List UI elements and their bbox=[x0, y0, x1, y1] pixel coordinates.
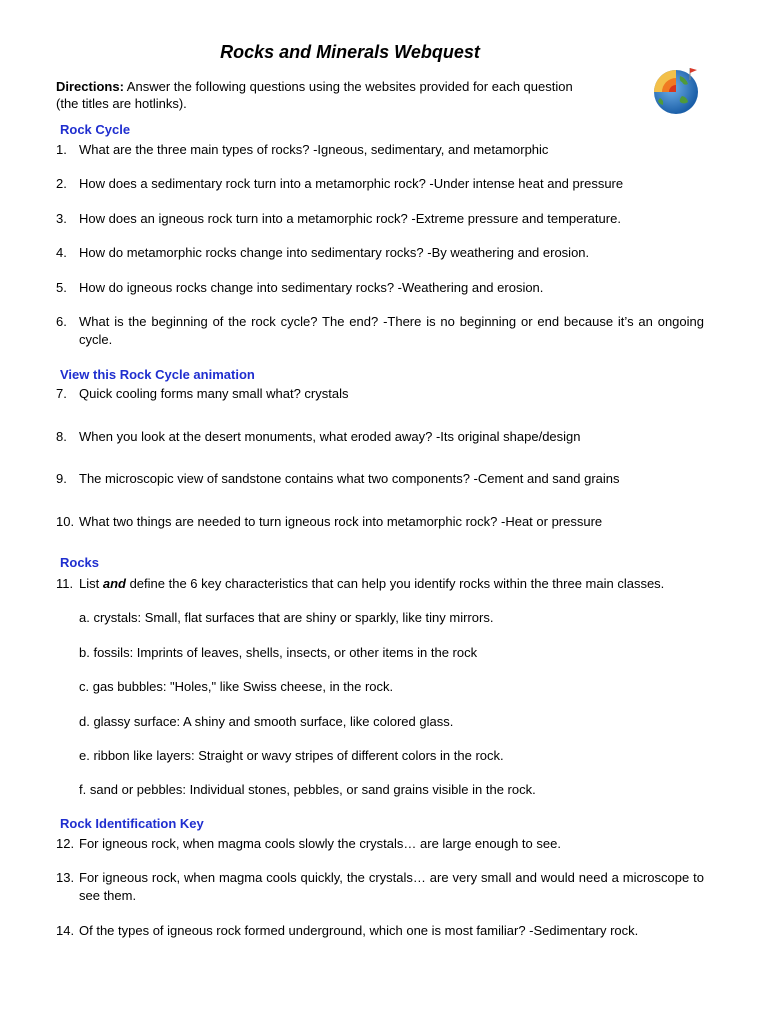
question-11 bbox=[56, 575, 704, 593]
question-number: 8. bbox=[56, 429, 67, 444]
question-number: 5. bbox=[56, 280, 67, 295]
question-text: How do igneous rocks change into sedimentary rocks? -Weathering and erosion. bbox=[79, 280, 544, 295]
question-number: 1. bbox=[56, 142, 67, 157]
question-text: What two things are needed to turn igneous rock into metamorphic rock? -Heat or pressure bbox=[79, 514, 603, 529]
question-2 bbox=[56, 175, 704, 193]
question-text: How do metamorphic rocks change into sedimentary rocks? -By weathering and erosion. bbox=[79, 245, 590, 260]
question-text: What is the beginning of the rock cycle? The end? -There is no beginning or end because it’s an ongoing cycle. bbox=[79, 314, 704, 347]
question-text: When you look at the desert monuments, what eroded away? -Its original shape/design bbox=[79, 429, 581, 444]
characteristic-item: c. gas bubbles: "Holes," like Swiss cheese, in the rock. bbox=[79, 679, 394, 694]
question-number: 11. bbox=[56, 576, 74, 591]
question-6 bbox=[56, 313, 704, 349]
directions bbox=[56, 78, 616, 112]
directions-line2: (the titles are hotlinks). bbox=[56, 96, 187, 111]
question-number: 6. bbox=[56, 314, 67, 329]
question-text-emphasis: and bbox=[102, 576, 126, 591]
question-number: 10. bbox=[56, 514, 75, 529]
question-text: What are the three main types of rocks? -Igneous, sedimentary, and metamorphic bbox=[79, 142, 549, 157]
section-rock-cycle-link[interactable]: Rock Cycle bbox=[60, 122, 131, 137]
question-text-pre: List bbox=[79, 576, 103, 591]
question-number: 14. bbox=[56, 923, 75, 938]
question-text: How does an igneous rock turn into a metamorphic rock? -Extreme pressure and temperature. bbox=[79, 211, 621, 226]
question-text: For igneous rock, when magma cools quickly, the crystals… are very small and would need a microscope to see them. bbox=[79, 870, 704, 903]
question-number: 7. bbox=[56, 386, 67, 401]
characteristic-item: f. sand or pebbles: Individual stones, pebbles, or sand grains visible in the rock. bbox=[79, 782, 536, 797]
page-title: Rocks and Minerals Webquest bbox=[220, 42, 480, 62]
question-text: How does a sedimentary rock turn into a metamorphic rock? -Under intense heat and pressure bbox=[79, 176, 624, 191]
question-7 bbox=[56, 385, 704, 403]
question-8 bbox=[56, 428, 704, 446]
question-14 bbox=[56, 922, 704, 940]
question-number: 12. bbox=[56, 836, 75, 851]
section-animation-link[interactable]: View this Rock Cycle animation bbox=[60, 367, 255, 382]
directions-label: Directions: bbox=[56, 79, 124, 94]
question-1 bbox=[56, 141, 704, 159]
question-3 bbox=[56, 210, 704, 228]
question-number: 3. bbox=[56, 211, 67, 226]
earth-cross-section-icon bbox=[646, 62, 702, 118]
question-4 bbox=[56, 244, 704, 262]
question-text: The microscopic view of sandstone contains what two components? -Cement and sand grains bbox=[79, 471, 620, 486]
characteristic-item: a. crystals: Small, flat surfaces that are shiny or sparkly, like tiny mirrors. bbox=[79, 610, 494, 625]
characteristic-item: e. ribbon like layers: Straight or wavy stripes of different colors in the rock. bbox=[79, 748, 504, 763]
section-id-key-link[interactable]: Rock Identification Key bbox=[60, 816, 204, 831]
question-text: Of the types of igneous rock formed underground, which one is most familiar? -Sedimentary rock. bbox=[79, 923, 639, 938]
directions-text: Answer the following questions using the websites provided for each question bbox=[123, 79, 573, 94]
question-number: 9. bbox=[56, 471, 67, 486]
question-text: Quick cooling forms many small what? crystals bbox=[79, 386, 349, 401]
question-10 bbox=[56, 513, 704, 531]
question-text: For igneous rock, when magma cools slowly the crystals… are large enough to see. bbox=[79, 836, 561, 851]
question-number: 13. bbox=[56, 870, 75, 885]
question-13 bbox=[56, 869, 704, 905]
question-number: 2. bbox=[56, 176, 67, 191]
question-5 bbox=[56, 279, 704, 297]
question-text bbox=[79, 575, 704, 593]
section-rocks-link[interactable]: Rocks bbox=[60, 555, 100, 570]
characteristic-item: d. glassy surface: A shiny and smooth surface, like colored glass. bbox=[79, 714, 454, 729]
question-text-rest: define the 6 key characteristics that can help you identify rocks within the three main classes. bbox=[125, 576, 665, 591]
question-12 bbox=[56, 835, 704, 853]
question-number: 4. bbox=[56, 245, 67, 260]
characteristic-item: b. fossils: Imprints of leaves, shells, insects, or other items in the rock bbox=[79, 645, 478, 660]
question-9 bbox=[56, 470, 704, 488]
